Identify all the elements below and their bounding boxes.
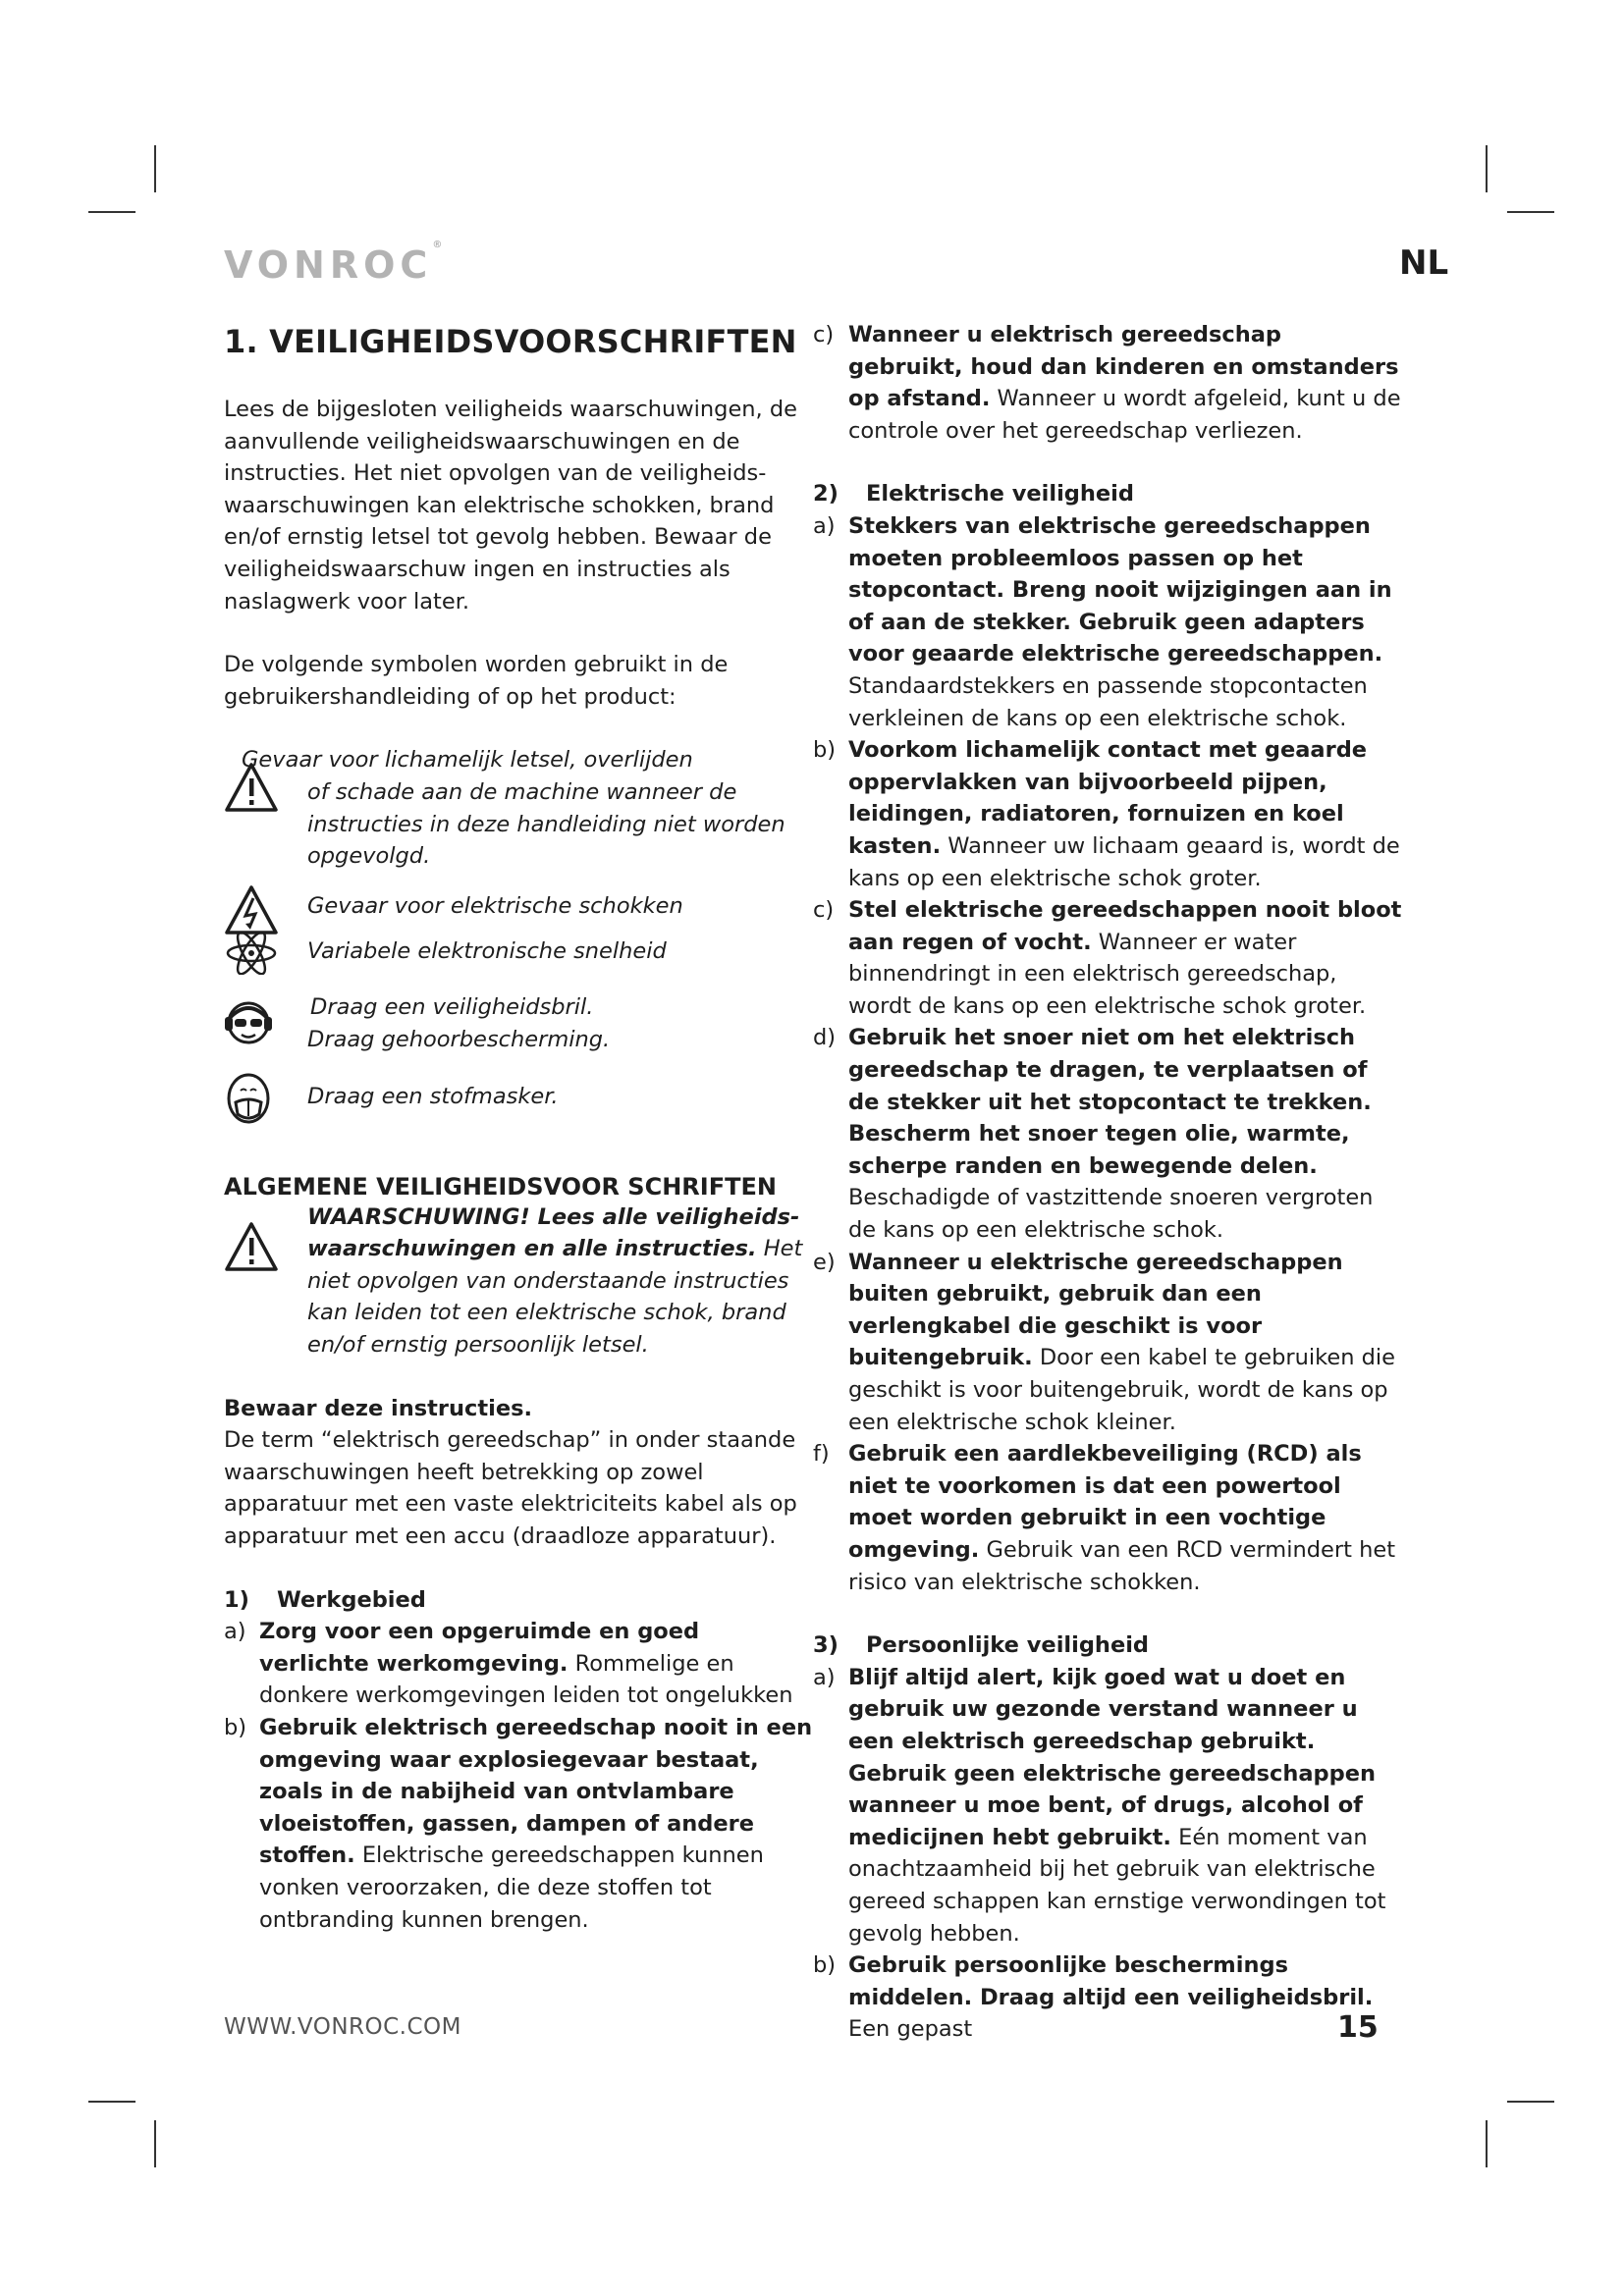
list-item <box>813 1662 1402 1949</box>
item-bold: Stel elektrische gereedschappen nooit bloot aan regen of vocht. <box>848 897 1402 955</box>
item-label: a) <box>813 1664 836 1690</box>
symbol-warning-lead: Gevaar voor lichamelijk letsel, overlijden <box>242 747 693 774</box>
item-text: Standaardstekkers en passende stopcontacten verkleinen de kans op een elektrische schok. <box>848 672 1368 731</box>
symbol-row-electric <box>224 890 813 923</box>
crop-mark <box>1486 2120 1488 2167</box>
item-label: c) <box>813 322 835 347</box>
list-item <box>813 1949 1402 2046</box>
crop-mark <box>88 211 135 213</box>
section-title: 1. VEILIGHEIDSVOORSCHRIFTEN <box>224 323 797 360</box>
list-item <box>813 510 1402 734</box>
crop-mark <box>154 145 156 192</box>
crop-mark <box>154 2120 156 2167</box>
warning-bold-text: WAARSCHUWING! Lees alle veiligheids-waarschuwingen en alle instructies. <box>307 1203 800 1262</box>
brand-logo <box>224 240 443 287</box>
item-text: Een gepast <box>848 2016 973 2043</box>
item-bold: Blijf altijd alert, kijk goed wat u doet en gebruik uw gezonde verstand wanneer u een elektrisch gereedschap gebruikt. Gebruik geen elektrische gereedschappen wanneer u moe bent, of drugs, alcohol of medicijnen hebt gebruikt. <box>848 1664 1377 1850</box>
crop-mark <box>88 2101 135 2103</box>
item-bold: Gebruik persoonlijke beschermings middelen. Draag altijd een veiligheidsbril. <box>848 1952 1374 2010</box>
intro-paragraph: Lees de bijgesloten veiligheids waarschuwingen, de aanvullende veiligheidswaarschuwingen en de instructies. Het niet opvolgen van de veiligheids-waarschuwingen kan elektrische schokken, brand en/of ernstig letsel tot gevolg hebben. Bewaar de veiligheidswaarschuw ingen en instructies als naslagwerk voor later. <box>224 397 797 614</box>
item-label: b) <box>813 1952 837 1979</box>
warning-triangle-icon <box>224 1221 279 1272</box>
item-label: c) <box>813 897 835 924</box>
section-number: 3) <box>813 1632 839 1659</box>
item-bold: Gebruik een aardlekbeveiliging (RCD) als niet te voorkomen is dat een powertool moet worden gebruikt in een vochtige omgeving. <box>848 1441 1362 1563</box>
right-column <box>813 319 1402 2046</box>
item-text: Rommelige en donkere werkomgevingen leiden tot ongelukken <box>259 1650 793 1709</box>
page-number: 15 <box>1337 2010 1379 2045</box>
item-bold: Gebruik het snoer niet om het elektrisch gereedschap te dragen, te verplaatsen of de stekker uit het stopcontact te trekken. Bescherm het snoer tegen olie, warmte, scherpe randen en bewegende delen. <box>848 1025 1372 1179</box>
footer-url: WWW.VONROC.COM <box>224 2014 461 2040</box>
crop-mark <box>1486 145 1488 192</box>
list-item <box>813 319 1402 447</box>
item-text: Wanneer uw lichaam geaard is, wordt de kans op een elektrische schok groter. <box>848 832 1400 891</box>
warning-rest-text: Het niet opvolgen van onderstaande instructies kan leiden tot een elektrische schok, brand en/of ernstig persoonlijk letsel. <box>307 1236 803 1359</box>
item-text: Wanneer er water binnendringt in een elektrisch gereedschap, wordt de kans op een elektrische schok groter. <box>848 929 1367 1019</box>
item-text: Beschadigde of vastzittende snoeren vergroten de kans op een elektrische schok. <box>848 1185 1374 1244</box>
item-bold: Gebruik elektrisch gereedschap nooit in een omgeving waar explosiegevaar bestaat, zoals in de nabijheid van ontvlambare vloeistoffen, gassen, dampen of andere stoffen. <box>259 1715 813 1869</box>
symbol-row-speed <box>224 935 813 968</box>
section-number: 2) <box>813 481 839 507</box>
left-column <box>224 319 813 1936</box>
list-item <box>813 734 1402 894</box>
item-label: a) <box>813 512 836 539</box>
item-label: b) <box>813 737 837 764</box>
section-2-heading <box>813 478 1402 510</box>
dust-mask-icon <box>224 1073 273 1128</box>
section-title: Persoonlijke veiligheid <box>866 1632 1150 1659</box>
item-bold: Wanneer u elektrische gereedschappen buiten gebruikt, gebruik dan een verlengkabel die geschikt is voor buitengebruik. <box>848 1249 1343 1371</box>
list-item <box>813 1438 1402 1598</box>
list-item <box>224 1616 813 1712</box>
general-warning <box>224 1201 813 1362</box>
item-bold: Voorkom lichamelijk contact met geaarde oppervlakken van bijvoorbeeld pijpen, leidingen, radiatoren, fornuizen en koel kasten. <box>848 737 1368 859</box>
list-item <box>224 1712 813 1936</box>
crop-mark <box>1507 2101 1554 2103</box>
symbol-warning-text: of schade aan de machine wanneer de instructies in deze handleiding niet worden opgevolgd. <box>307 778 785 870</box>
goggles-ear-protection-icon <box>224 997 273 1048</box>
list-item <box>813 1247 1402 1439</box>
trademark-symbol: ® <box>432 240 443 250</box>
warning-triangle-icon <box>224 762 279 813</box>
section-3-heading <box>813 1629 1402 1662</box>
term-paragraph: De term “elektrisch gereedschap” in onder staande waarschuwingen heeft betrekking op zowel apparatuur met een vaste elektriciteits kabel als op apparatuur met een accu (draadloze apparatuur). <box>224 1427 797 1550</box>
general-heading: ALGEMENE VEILIGHEIDSVOOR SCHRIFTEN <box>224 1172 777 1201</box>
item-label: d) <box>813 1025 837 1051</box>
symbol-row-mask <box>224 1081 813 1113</box>
electric-shock-icon <box>224 884 279 935</box>
item-label: a) <box>224 1619 246 1645</box>
language-code: NL <box>1399 243 1449 283</box>
item-bold: Wanneer u elektrisch gereedschap gebruikt, houd dan kinderen en omstanders op afstand. <box>848 322 1399 412</box>
item-label: e) <box>813 1249 836 1275</box>
symbol-electric-text: Gevaar voor elektrische schokken <box>307 892 683 919</box>
list-item <box>813 1022 1402 1246</box>
item-text: Wanneer u wordt afgeleid, kunt u de controle over het gereedschap verliezen. <box>848 386 1401 444</box>
crop-mark <box>1507 211 1554 213</box>
section-title: Werkgebied <box>277 1586 426 1613</box>
item-label: b) <box>224 1715 247 1740</box>
section-1-heading <box>224 1584 813 1617</box>
symbol-mask-text: Draag een stofmasker. <box>307 1084 559 1110</box>
item-text: Gebruik van een RCD vermindert het risico van elektrische schokken. <box>848 1536 1396 1595</box>
item-text: Door een kabel te gebruiken die geschikt is voor buitengebruik, wordt de kans op een elektrische schok kleiner. <box>848 1345 1395 1435</box>
symbol-ear-text: Draag gehoorbescherming. <box>307 1026 611 1052</box>
section-number: 1) <box>224 1586 249 1613</box>
symbols-intro: De volgende symbolen worden gebruikt in de gebruikershandleiding of op het product: <box>224 652 729 710</box>
symbol-speed-text: Variabele elektronische snelheid <box>307 938 667 965</box>
brand-name: VONROC <box>224 243 433 287</box>
symbol-row-goggles <box>224 991 813 1055</box>
variable-speed-icon <box>224 932 279 975</box>
item-text: Eén moment van onachtzaamheid bij het gebruik van elektrische gereed schappen kan ernstige verwondingen tot gevolg hebben. <box>848 1824 1386 1947</box>
symbol-row-warning <box>224 744 813 872</box>
symbol-goggles-text: Draag een veiligheidsbril. <box>310 993 594 1020</box>
item-bold: Zorg voor een opgeruimde en goed verlichte werkomgeving. <box>259 1619 700 1677</box>
item-bold: Stekkers van elektrische gereedschappen moeten probleemloos passen op het stopcontact. Breng nooit wijzigingen aan in of aan de stekker. Gebruik geen adapters voor geaarde elektrische gereedschappen. <box>848 512 1392 667</box>
item-label: f) <box>813 1441 830 1468</box>
item-text: Elektrische gereedschappen kunnen vonken veroorzaken, die deze stoffen tot ontbranding kunnen brengen. <box>259 1842 764 1933</box>
list-item <box>813 894 1402 1022</box>
section-title: Elektrische veiligheid <box>866 481 1134 507</box>
keep-instructions: Bewaar deze instructies. <box>224 1395 533 1421</box>
